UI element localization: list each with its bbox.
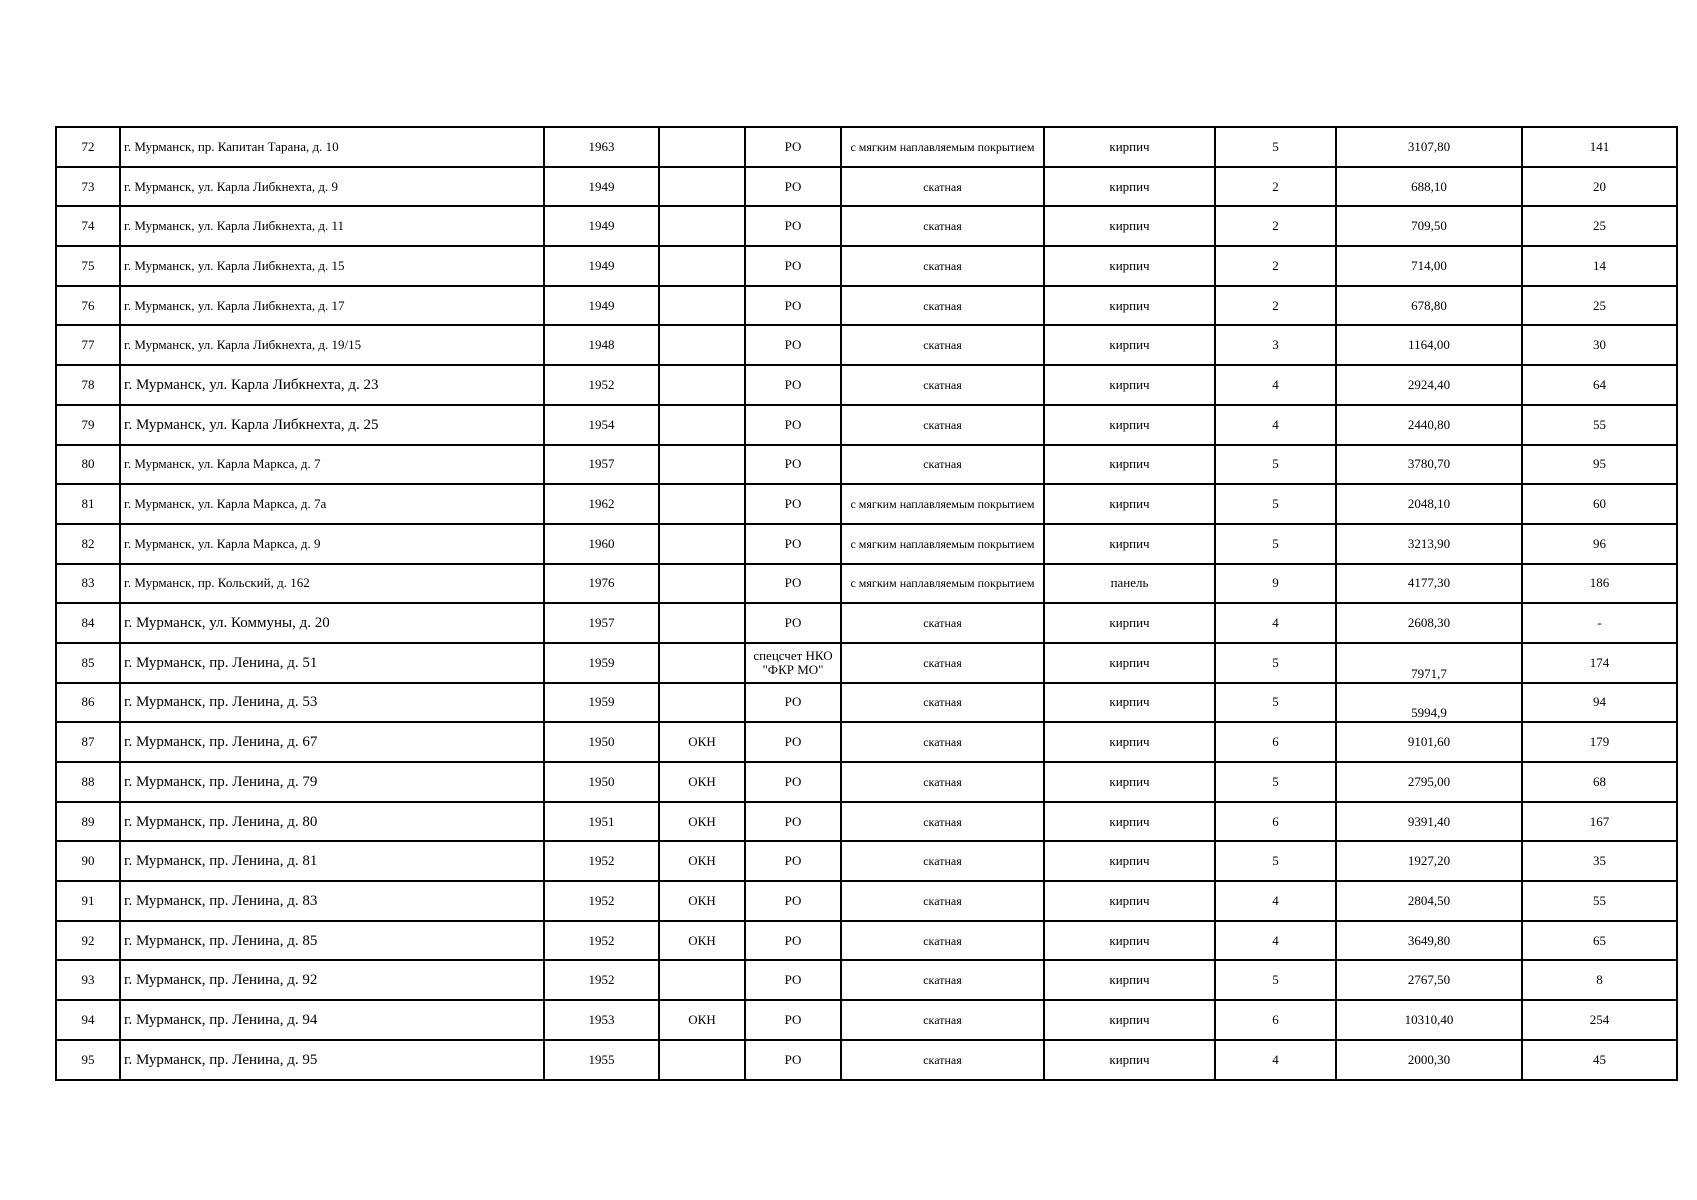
roof-type-cell: скатная <box>841 841 1044 881</box>
row-number-cell: 76 <box>56 286 120 326</box>
address-cell: г. Мурманск, ул. Карла Маркса, д. 7а <box>120 484 544 524</box>
row-number-cell: 74 <box>56 206 120 246</box>
wall-material-cell: кирпич <box>1044 921 1215 961</box>
address-cell: г. Мурманск, пр. Ленина, д. 67 <box>120 722 544 762</box>
year-built-cell: 1952 <box>544 841 659 881</box>
floors-cell: 4 <box>1215 921 1336 961</box>
residents-cell: 25 <box>1522 206 1677 246</box>
roof-type-cell: с мягким наплавляемым покрытием <box>841 564 1044 604</box>
fund-method-cell: РО <box>745 762 841 802</box>
wall-material-cell: кирпич <box>1044 722 1215 762</box>
wall-material-cell: кирпич <box>1044 286 1215 326</box>
floors-cell: 2 <box>1215 167 1336 207</box>
table-row <box>56 405 1677 445</box>
row-number-cell: 87 <box>56 722 120 762</box>
year-built-cell: 1952 <box>544 921 659 961</box>
floors-cell: 2 <box>1215 286 1336 326</box>
heritage-status-cell <box>659 643 745 683</box>
residents-cell: 96 <box>1522 524 1677 564</box>
area-cell: 2804,50 <box>1336 881 1522 921</box>
fund-method-cell: РО <box>745 1040 841 1080</box>
roof-type-cell: скатная <box>841 445 1044 485</box>
table-row <box>56 484 1677 524</box>
wall-material-cell: кирпич <box>1044 365 1215 405</box>
area-cell: 10310,40 <box>1336 1000 1522 1040</box>
area-cell: 2048,10 <box>1336 484 1522 524</box>
floors-cell: 4 <box>1215 365 1336 405</box>
fund-method-cell: спецсчет НКО "ФКР МО" <box>745 643 841 683</box>
year-built-cell: 1949 <box>544 167 659 207</box>
heritage-status-cell <box>659 167 745 207</box>
roof-type-cell: скатная <box>841 762 1044 802</box>
floors-cell: 5 <box>1215 484 1336 524</box>
roof-type-cell: скатная <box>841 206 1044 246</box>
year-built-cell: 1963 <box>544 127 659 167</box>
row-number-cell: 80 <box>56 445 120 485</box>
row-number-cell: 88 <box>56 762 120 802</box>
fund-method-cell: РО <box>745 683 841 723</box>
area-cell: 2000,30 <box>1336 1040 1522 1080</box>
table-row <box>56 445 1677 485</box>
floors-cell: 4 <box>1215 1040 1336 1080</box>
fund-method-cell: РО <box>745 524 841 564</box>
fund-method-cell: РО <box>745 564 841 604</box>
address-cell: г. Мурманск, ул. Карла Либкнехта, д. 9 <box>120 167 544 207</box>
area-cell: 1164,00 <box>1336 325 1522 365</box>
table-row <box>56 206 1677 246</box>
address-cell: г. Мурманск, пр. Ленина, д. 51 <box>120 643 544 683</box>
table-row <box>56 683 1677 723</box>
year-built-cell: 1976 <box>544 564 659 604</box>
heritage-status-cell <box>659 603 745 643</box>
wall-material-cell: кирпич <box>1044 881 1215 921</box>
area-cell: 9101,60 <box>1336 722 1522 762</box>
roof-type-cell: скатная <box>841 643 1044 683</box>
roof-type-cell: с мягким наплавляемым покрытием <box>841 127 1044 167</box>
wall-material-cell: кирпич <box>1044 762 1215 802</box>
wall-material-cell: кирпич <box>1044 960 1215 1000</box>
year-built-cell: 1954 <box>544 405 659 445</box>
wall-material-cell: кирпич <box>1044 841 1215 881</box>
area-cell: 2608,30 <box>1336 603 1522 643</box>
fund-method-cell: РО <box>745 960 841 1000</box>
year-built-cell: 1959 <box>544 683 659 723</box>
row-number-cell: 78 <box>56 365 120 405</box>
floors-cell: 2 <box>1215 246 1336 286</box>
address-cell: г. Мурманск, пр. Ленина, д. 53 <box>120 683 544 723</box>
housing-table <box>55 126 1678 1081</box>
roof-type-cell: скатная <box>841 722 1044 762</box>
year-built-cell: 1949 <box>544 246 659 286</box>
row-number-cell: 91 <box>56 881 120 921</box>
heritage-status-cell <box>659 484 745 524</box>
heritage-status-cell <box>659 325 745 365</box>
row-number-cell: 81 <box>56 484 120 524</box>
wall-material-cell: кирпич <box>1044 445 1215 485</box>
address-cell: г. Мурманск, пр. Ленина, д. 80 <box>120 802 544 842</box>
fund-method-cell: РО <box>745 445 841 485</box>
floors-cell: 9 <box>1215 564 1336 604</box>
year-built-cell: 1950 <box>544 762 659 802</box>
heritage-status-cell <box>659 524 745 564</box>
fund-method-cell: РО <box>745 881 841 921</box>
year-built-cell: 1955 <box>544 1040 659 1080</box>
heritage-status-cell: ОКН <box>659 802 745 842</box>
area-cell: 2924,40 <box>1336 365 1522 405</box>
residents-cell: 8 <box>1522 960 1677 1000</box>
area-cell: 2440,80 <box>1336 405 1522 445</box>
row-number-cell: 86 <box>56 683 120 723</box>
row-number-cell: 85 <box>56 643 120 683</box>
residents-cell: 68 <box>1522 762 1677 802</box>
floors-cell: 5 <box>1215 127 1336 167</box>
wall-material-cell: кирпич <box>1044 603 1215 643</box>
area-cell: 688,10 <box>1336 167 1522 207</box>
floors-cell: 6 <box>1215 1000 1336 1040</box>
wall-material-cell: кирпич <box>1044 127 1215 167</box>
address-cell: г. Мурманск, пр. Ленина, д. 81 <box>120 841 544 881</box>
heritage-status-cell <box>659 564 745 604</box>
heritage-status-cell: ОКН <box>659 841 745 881</box>
floors-cell: 4 <box>1215 603 1336 643</box>
floors-cell: 3 <box>1215 325 1336 365</box>
roof-type-cell: скатная <box>841 1040 1044 1080</box>
fund-method-cell: РО <box>745 802 841 842</box>
area-cell: 9391,40 <box>1336 802 1522 842</box>
address-cell: г. Мурманск, пр. Ленина, д. 85 <box>120 921 544 961</box>
area-cell: 714,00 <box>1336 246 1522 286</box>
address-cell: г. Мурманск, пр. Ленина, д. 92 <box>120 960 544 1000</box>
residents-cell: 65 <box>1522 921 1677 961</box>
row-number-cell: 73 <box>56 167 120 207</box>
wall-material-cell: кирпич <box>1044 167 1215 207</box>
fund-method-cell: РО <box>745 286 841 326</box>
roof-type-cell: скатная <box>841 603 1044 643</box>
year-built-cell: 1957 <box>544 603 659 643</box>
roof-type-cell: скатная <box>841 405 1044 445</box>
area-cell: 5994,9 <box>1336 683 1522 723</box>
address-cell: г. Мурманск, ул. Карла Либкнехта, д. 15 <box>120 246 544 286</box>
roof-type-cell: скатная <box>841 325 1044 365</box>
wall-material-cell: кирпич <box>1044 405 1215 445</box>
year-built-cell: 1949 <box>544 206 659 246</box>
floors-cell: 6 <box>1215 802 1336 842</box>
table-row <box>56 722 1677 762</box>
roof-type-cell: с мягким наплавляемым покрытием <box>841 524 1044 564</box>
residents-cell: 167 <box>1522 802 1677 842</box>
row-number-cell: 72 <box>56 127 120 167</box>
row-number-cell: 84 <box>56 603 120 643</box>
area-cell: 3213,90 <box>1336 524 1522 564</box>
table-row <box>56 286 1677 326</box>
wall-material-cell: панель <box>1044 564 1215 604</box>
area-cell: 2767,50 <box>1336 960 1522 1000</box>
residents-cell: 141 <box>1522 127 1677 167</box>
row-number-cell: 94 <box>56 1000 120 1040</box>
residents-cell: 179 <box>1522 722 1677 762</box>
address-cell: г. Мурманск, ул. Карла Маркса, д. 7 <box>120 445 544 485</box>
row-number-cell: 95 <box>56 1040 120 1080</box>
address-cell: г. Мурманск, пр. Капитан Тарана, д. 10 <box>120 127 544 167</box>
address-cell: г. Мурманск, пр. Ленина, д. 95 <box>120 1040 544 1080</box>
table-row <box>56 960 1677 1000</box>
address-cell: г. Мурманск, пр. Ленина, д. 83 <box>120 881 544 921</box>
heritage-status-cell: ОКН <box>659 921 745 961</box>
heritage-status-cell <box>659 960 745 1000</box>
residents-cell: - <box>1522 603 1677 643</box>
area-cell: 3107,80 <box>1336 127 1522 167</box>
wall-material-cell: кирпич <box>1044 1000 1215 1040</box>
table-row <box>56 167 1677 207</box>
wall-material-cell: кирпич <box>1044 484 1215 524</box>
roof-type-cell: скатная <box>841 365 1044 405</box>
year-built-cell: 1953 <box>544 1000 659 1040</box>
floors-cell: 5 <box>1215 445 1336 485</box>
heritage-status-cell <box>659 405 745 445</box>
floors-cell: 5 <box>1215 762 1336 802</box>
floors-cell: 5 <box>1215 643 1336 683</box>
row-number-cell: 93 <box>56 960 120 1000</box>
roof-type-cell: скатная <box>841 802 1044 842</box>
roof-type-cell: с мягким наплавляемым покрытием <box>841 484 1044 524</box>
fund-method-cell: РО <box>745 246 841 286</box>
address-cell: г. Мурманск, пр. Кольский, д. 162 <box>120 564 544 604</box>
residents-cell: 186 <box>1522 564 1677 604</box>
roof-type-cell: скатная <box>841 881 1044 921</box>
area-cell: 2795,00 <box>1336 762 1522 802</box>
heritage-status-cell <box>659 365 745 405</box>
row-number-cell: 75 <box>56 246 120 286</box>
table-row <box>56 1040 1677 1080</box>
residents-cell: 95 <box>1522 445 1677 485</box>
address-cell: г. Мурманск, ул. Карла Либкнехта, д. 23 <box>120 365 544 405</box>
address-cell: г. Мурманск, ул. Карла Либкнехта, д. 11 <box>120 206 544 246</box>
fund-method-cell: РО <box>745 167 841 207</box>
residents-cell: 55 <box>1522 881 1677 921</box>
area-cell: 678,80 <box>1336 286 1522 326</box>
table-row <box>56 325 1677 365</box>
table-row <box>56 564 1677 604</box>
area-cell: 7971,7 <box>1336 643 1522 683</box>
heritage-status-cell <box>659 445 745 485</box>
table-row <box>56 841 1677 881</box>
heritage-status-cell <box>659 1040 745 1080</box>
heritage-status-cell: ОКН <box>659 881 745 921</box>
row-number-cell: 77 <box>56 325 120 365</box>
row-number-cell: 79 <box>56 405 120 445</box>
heritage-status-cell: ОКН <box>659 722 745 762</box>
address-cell: г. Мурманск, ул. Карла Маркса, д. 9 <box>120 524 544 564</box>
row-number-cell: 90 <box>56 841 120 881</box>
fund-method-cell: РО <box>745 1000 841 1040</box>
area-cell: 1927,20 <box>1336 841 1522 881</box>
year-built-cell: 1948 <box>544 325 659 365</box>
roof-type-cell: скатная <box>841 1000 1044 1040</box>
heritage-status-cell <box>659 683 745 723</box>
table-row <box>56 524 1677 564</box>
year-built-cell: 1952 <box>544 881 659 921</box>
residents-cell: 25 <box>1522 286 1677 326</box>
residents-cell: 60 <box>1522 484 1677 524</box>
residents-cell: 14 <box>1522 246 1677 286</box>
year-built-cell: 1962 <box>544 484 659 524</box>
residents-cell: 174 <box>1522 643 1677 683</box>
fund-method-cell: РО <box>745 405 841 445</box>
table-row <box>56 802 1677 842</box>
wall-material-cell: кирпич <box>1044 802 1215 842</box>
table-row <box>56 643 1677 683</box>
row-number-cell: 89 <box>56 802 120 842</box>
wall-material-cell: кирпич <box>1044 325 1215 365</box>
address-cell: г. Мурманск, ул. Карла Либкнехта, д. 17 <box>120 286 544 326</box>
residents-cell: 55 <box>1522 405 1677 445</box>
fund-method-cell: РО <box>745 921 841 961</box>
floors-cell: 5 <box>1215 841 1336 881</box>
residents-cell: 35 <box>1522 841 1677 881</box>
table-row <box>56 762 1677 802</box>
fund-method-cell: РО <box>745 325 841 365</box>
address-cell: г. Мурманск, ул. Карла Либкнехта, д. 19/15 <box>120 325 544 365</box>
table-row <box>56 921 1677 961</box>
wall-material-cell: кирпич <box>1044 246 1215 286</box>
year-built-cell: 1949 <box>544 286 659 326</box>
floors-cell: 4 <box>1215 405 1336 445</box>
year-built-cell: 1952 <box>544 365 659 405</box>
table-row <box>56 881 1677 921</box>
residents-cell: 20 <box>1522 167 1677 207</box>
fund-method-cell: РО <box>745 603 841 643</box>
fund-method-cell: РО <box>745 365 841 405</box>
address-cell: г. Мурманск, пр. Ленина, д. 79 <box>120 762 544 802</box>
roof-type-cell: скатная <box>841 167 1044 207</box>
residents-cell: 64 <box>1522 365 1677 405</box>
table-row <box>56 603 1677 643</box>
table-row <box>56 127 1677 167</box>
residents-cell: 30 <box>1522 325 1677 365</box>
row-number-cell: 83 <box>56 564 120 604</box>
year-built-cell: 1951 <box>544 802 659 842</box>
roof-type-cell: скатная <box>841 921 1044 961</box>
floors-cell: 2 <box>1215 206 1336 246</box>
heritage-status-cell <box>659 246 745 286</box>
heritage-status-cell <box>659 286 745 326</box>
heritage-status-cell: ОКН <box>659 1000 745 1040</box>
roof-type-cell: скатная <box>841 286 1044 326</box>
fund-method-cell: РО <box>745 484 841 524</box>
address-cell: г. Мурманск, ул. Карла Либкнехта, д. 25 <box>120 405 544 445</box>
residents-cell: 45 <box>1522 1040 1677 1080</box>
table-row <box>56 246 1677 286</box>
row-number-cell: 82 <box>56 524 120 564</box>
address-cell: г. Мурманск, пр. Ленина, д. 94 <box>120 1000 544 1040</box>
year-built-cell: 1950 <box>544 722 659 762</box>
fund-method-cell: РО <box>745 127 841 167</box>
residents-cell: 94 <box>1522 683 1677 723</box>
fund-method-cell: РО <box>745 841 841 881</box>
residents-cell: 254 <box>1522 1000 1677 1040</box>
address-cell: г. Мурманск, ул. Коммуны, д. 20 <box>120 603 544 643</box>
wall-material-cell: кирпич <box>1044 1040 1215 1080</box>
area-cell: 709,50 <box>1336 206 1522 246</box>
floors-cell: 5 <box>1215 524 1336 564</box>
year-built-cell: 1960 <box>544 524 659 564</box>
roof-type-cell: скатная <box>841 683 1044 723</box>
table-row <box>56 1000 1677 1040</box>
wall-material-cell: кирпич <box>1044 524 1215 564</box>
roof-type-cell: скатная <box>841 246 1044 286</box>
year-built-cell: 1957 <box>544 445 659 485</box>
heritage-status-cell <box>659 127 745 167</box>
table-row <box>56 365 1677 405</box>
heritage-status-cell: ОКН <box>659 762 745 802</box>
floors-cell: 6 <box>1215 722 1336 762</box>
area-cell: 3649,80 <box>1336 921 1522 961</box>
fund-method-cell: РО <box>745 722 841 762</box>
fund-method-cell: РО <box>745 206 841 246</box>
floors-cell: 5 <box>1215 960 1336 1000</box>
wall-material-cell: кирпич <box>1044 643 1215 683</box>
floors-cell: 5 <box>1215 683 1336 723</box>
year-built-cell: 1959 <box>544 643 659 683</box>
roof-type-cell: скатная <box>841 960 1044 1000</box>
year-built-cell: 1952 <box>544 960 659 1000</box>
floors-cell: 4 <box>1215 881 1336 921</box>
wall-material-cell: кирпич <box>1044 683 1215 723</box>
row-number-cell: 92 <box>56 921 120 961</box>
heritage-status-cell <box>659 206 745 246</box>
area-cell: 4177,30 <box>1336 564 1522 604</box>
area-cell: 3780,70 <box>1336 445 1522 485</box>
wall-material-cell: кирпич <box>1044 206 1215 246</box>
